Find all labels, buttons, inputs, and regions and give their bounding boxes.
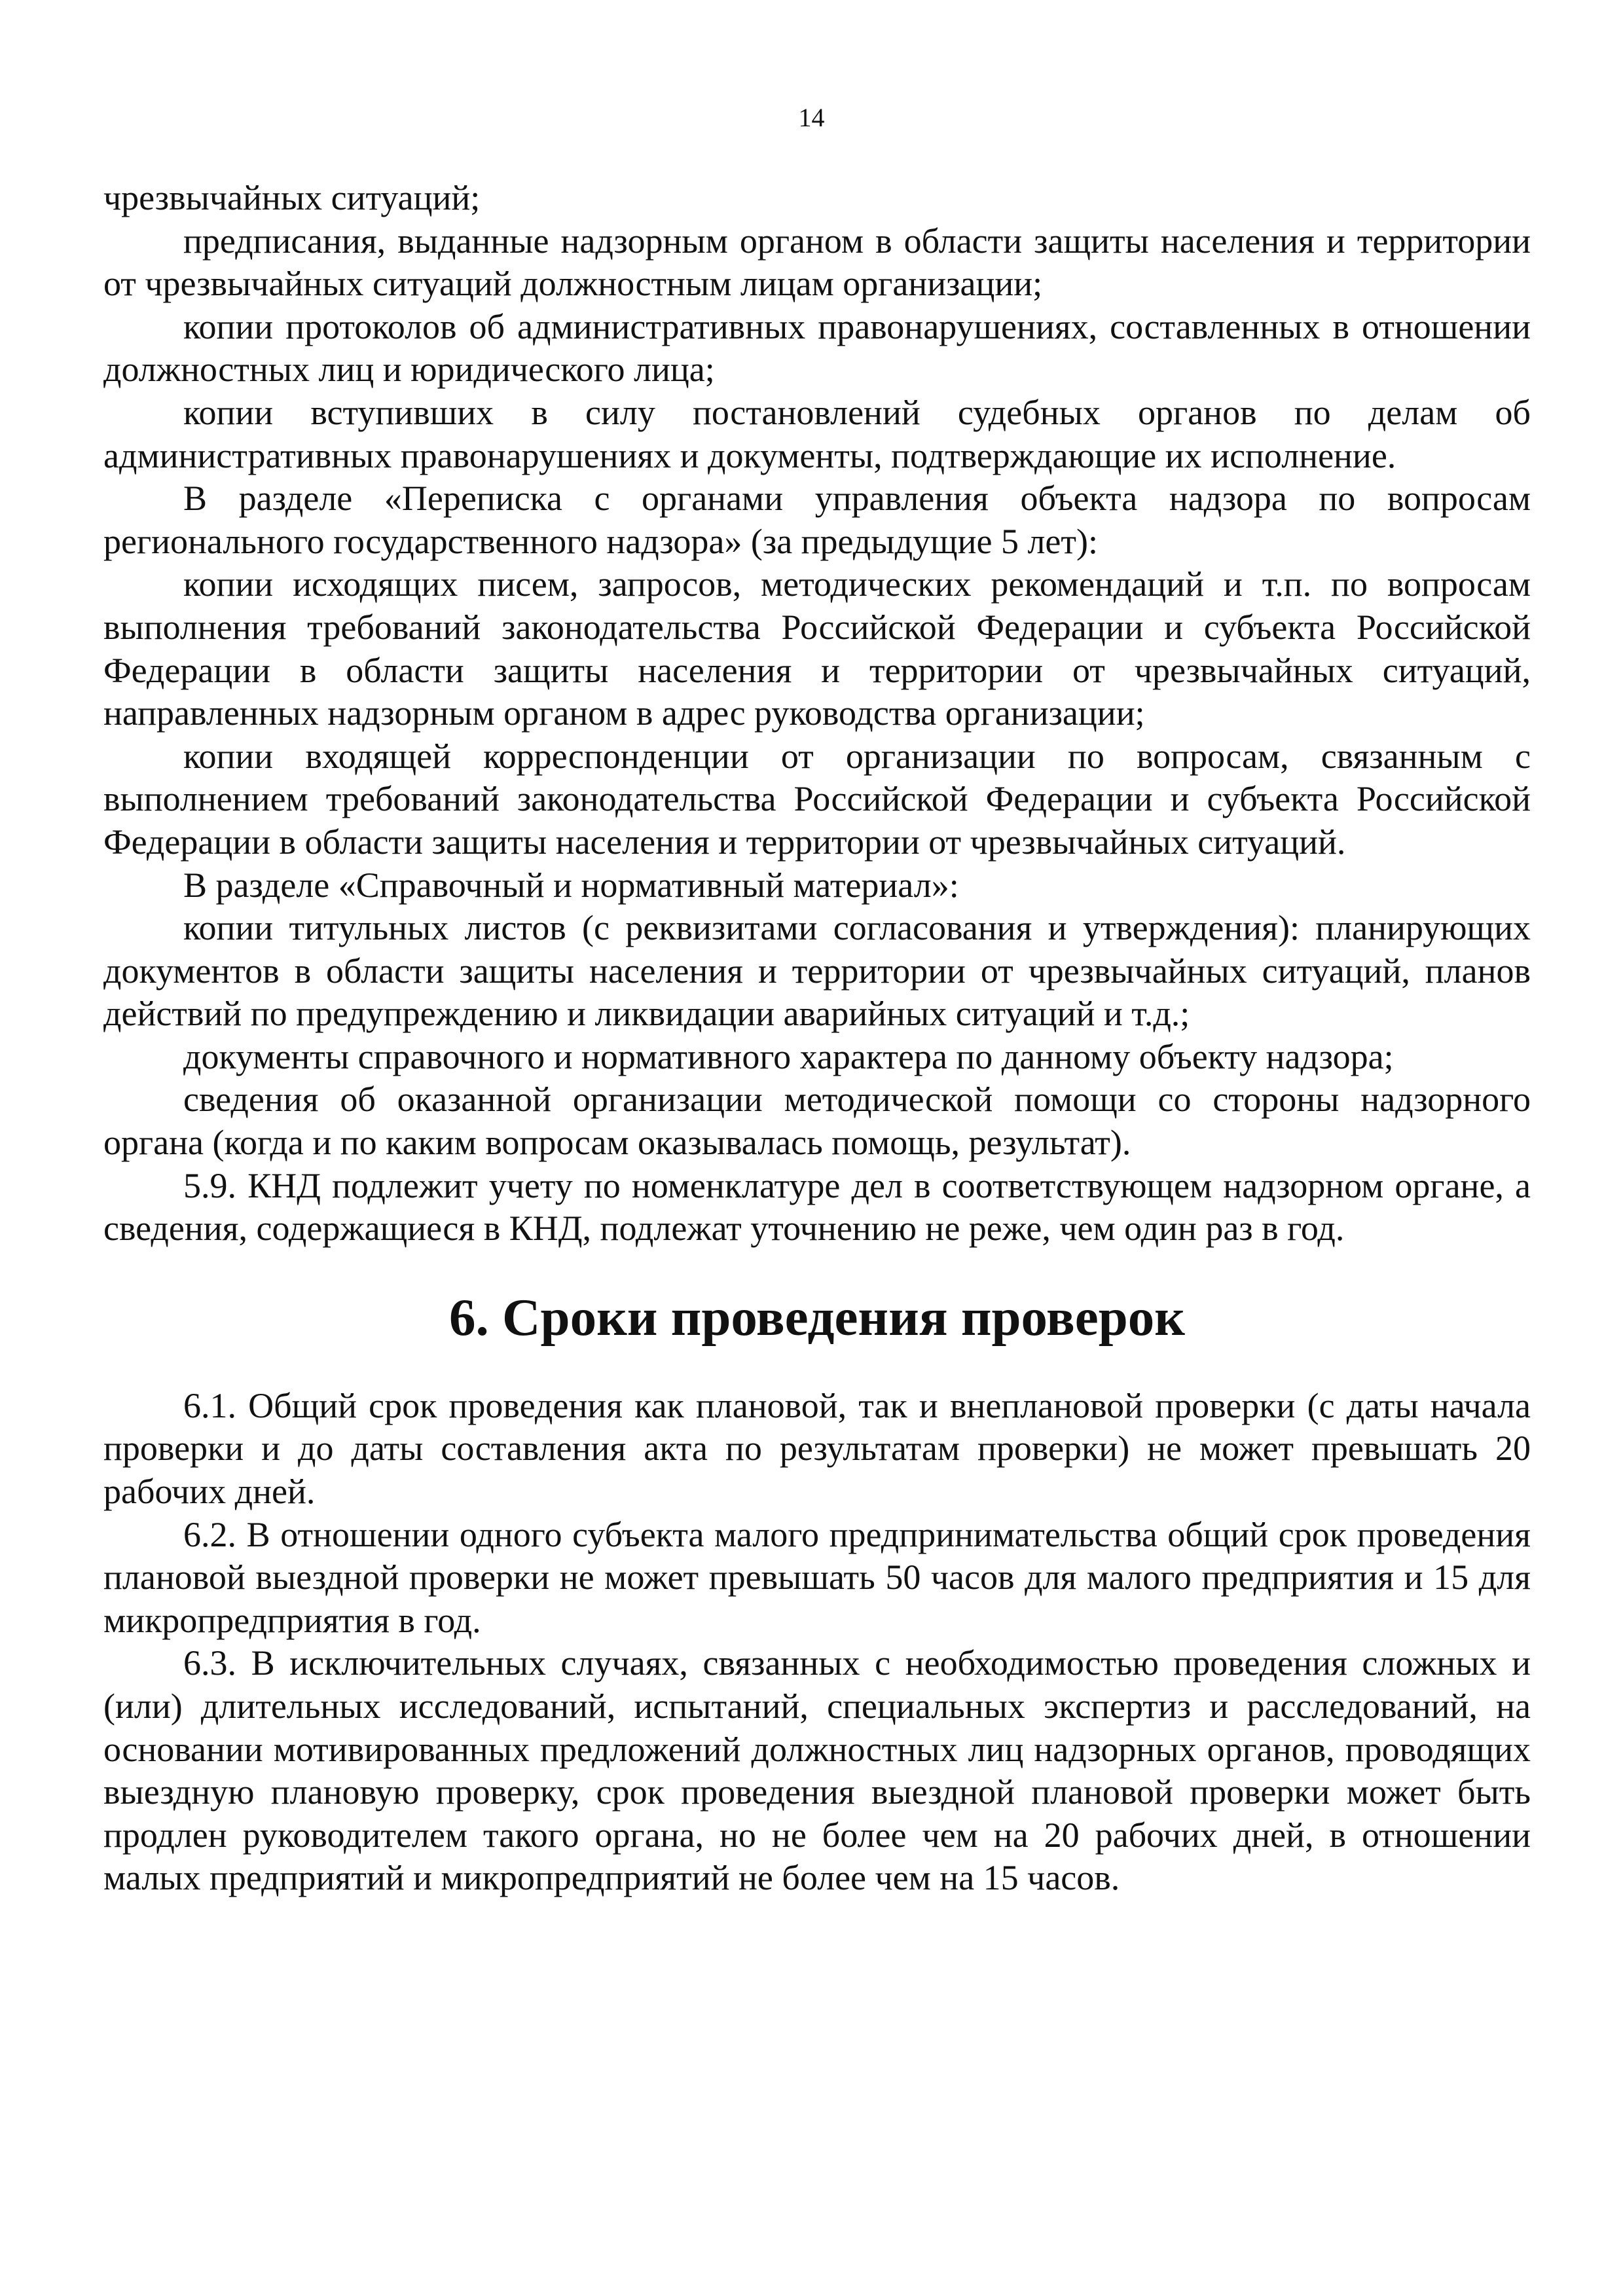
paragraph: копии вступивших в силу постановлений судебных органов по делам об административных правонарушениях и документы, подтверждающие их исполнение. <box>103 392 1531 475</box>
paragraph: 6.3. В исключительных случаях, связанных с необходимостью проведения сложных и (или) длительных исследований, испытаний, специальных экспертиз и расследований, на основании мотивированных предложений должностных лиц надзорных органов, проводящих выездную плановую проверку, срок проведения выездной плановой проверки может быть продлен руководителем такого органа, но не более чем на 20 рабочих дней, в отношении малых предприятий и микропредприятий не более чем на 15 часов. <box>103 1643 1531 1898</box>
paragraph: копии титульных листов (с реквизитами согласования и утверждения): планирующих документов в области защиты населения и территории от чрезвычайных ситуаций, планов действий по предупреждению и ликвидации аварийных ситуаций и т.д.; <box>103 908 1531 1034</box>
paragraph: сведения об оказанной организации методической помощи со стороны надзорного органа (когда и по каким вопросам оказывалась помощь, результат). <box>103 1080 1531 1163</box>
paragraph: 6.2. В отношении одного субъекта малого предпринимательства общий срок проведения плановой выездной проверки не может превышать 50 часов для малого предприятия и 15 для микропредприятия в год. <box>103 1514 1531 1640</box>
paragraph: 5.9. КНД подлежит учету по номенклатуре дел в соответствующем надзорном органе, а сведения, содержащиеся в КНД, подлежат уточнению не реже, чем один раз в год. <box>103 1165 1531 1248</box>
section-heading: 6. Сроки проведения проверок <box>449 1287 1185 1347</box>
paragraph: чрезвычайных ситуаций; <box>103 178 481 217</box>
paragraph: 6.1. Общий срок проведения как плановой, так и внеплановой проверки (с даты начала проверки и до даты составления акта по результатам проверки) не может превышать 20 рабочих дней. <box>103 1385 1531 1512</box>
document-body <box>103 177 1531 1900</box>
paragraph: копии входящей корреспонденции от организации по вопросам, связанным с выполнением требований законодательства Российской Федерации и субъекта Российской Федерации в области защиты населения и территории от чрезвычайных ситуаций. <box>103 736 1531 862</box>
paragraph: документы справочного и нормативного характера по данному объекту надзора; <box>183 1036 1394 1076</box>
paragraph: предписания, выданные надзорным органом в области защиты населения и территории от чрезвычайных ситуаций должностным лицам организации; <box>103 221 1531 304</box>
paragraph: В разделе «Переписка с органами управления объекта надзора по вопросам регионального государственного надзора» (за предыдущие 5 лет): <box>103 479 1531 561</box>
paragraph: копии протоколов об административных правонарушениях, составленных в отношении должностных лиц и юридического лица; <box>103 306 1531 390</box>
page-number: 14 <box>798 103 825 132</box>
paragraph: копии исходящих писем, запросов, методических рекомендаций и т.п. по вопросам выполнения требований законодательства Российской Федерации и субъекта Российской Федерации в области защиты населения и территории от чрезвычайных ситуаций, направленных надзорным органом в адрес руководства организации; <box>103 564 1531 733</box>
paragraph: В разделе «Справочный и нормативный материал»: <box>183 865 959 905</box>
